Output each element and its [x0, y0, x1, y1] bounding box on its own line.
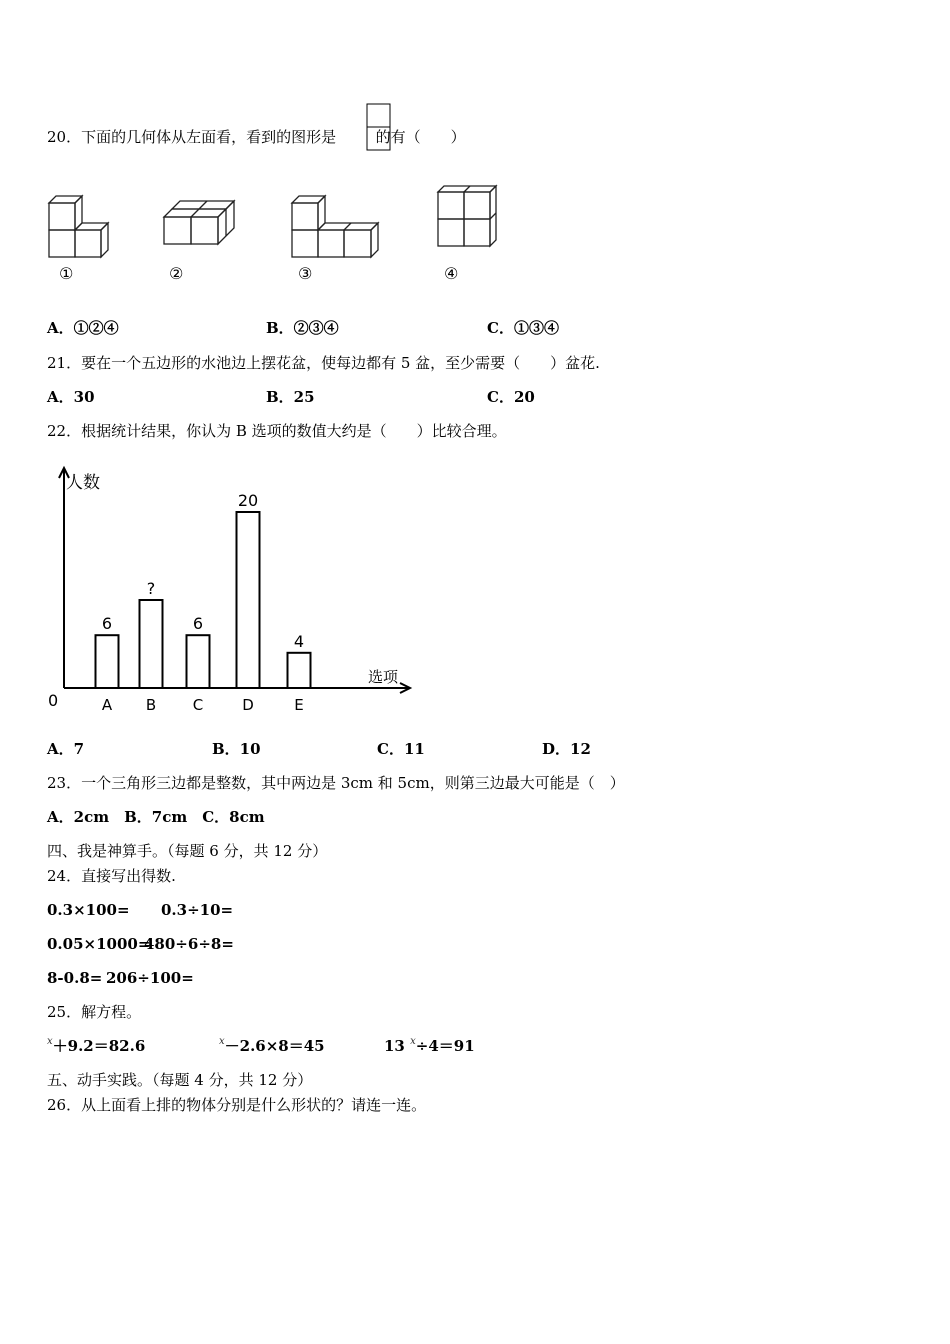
- data-label-d: 20: [237, 491, 259, 510]
- bar-e: [288, 653, 311, 688]
- q25-equation-2: [219, 1036, 325, 1059]
- q24-row1-a: 0.3×100=: [47, 901, 130, 919]
- q25-equation-1: [47, 1036, 145, 1059]
- tick-label-b: B: [145, 696, 157, 714]
- q23-options[interactable]: A．2cm B．7cm C．8cm: [47, 808, 265, 826]
- q25-eq3-pre: 13: [384, 1037, 405, 1055]
- q24-row3-a: 8-0.8=: [47, 969, 103, 987]
- q23-stem: 23．一个三角形三边都是整数，其中两边是 3cm 和 5cm，则第三边最大可能是（ ）: [47, 774, 625, 792]
- q25-eq2-text: －2.6×8＝45: [224, 1037, 325, 1055]
- data-label-a: 6: [101, 614, 113, 634]
- q21-option-c[interactable]: C．20: [487, 388, 535, 406]
- q22-option-c[interactable]: C．11: [377, 740, 425, 758]
- section5-title: 五、动手实践。（每题 4 分，共 12 分）: [47, 1071, 313, 1089]
- bar-b: [140, 600, 163, 688]
- q20-stem-after: 的有（ ）: [375, 128, 466, 146]
- q26-stem: 26．从上面看上排的物体分别是什么形状的？请连一连。: [47, 1096, 427, 1114]
- variable-x: x: [47, 1036, 53, 1047]
- data-label-b: ?: [146, 579, 156, 598]
- bar-c: [187, 635, 210, 688]
- q22-stem: 22．根据统计结果，你认为 B 选项的数值大约是（ ）比较合理。: [47, 422, 507, 440]
- q20-option-a[interactable]: A．①②④: [47, 319, 119, 337]
- q20-solid-3: [289, 192, 381, 262]
- q20-label-2: ②: [169, 264, 184, 283]
- q20-label-4: ④: [444, 264, 459, 283]
- q24-row2-b: 480÷6÷8=: [144, 935, 234, 953]
- tick-label-d: D: [242, 696, 254, 714]
- q20-solid-1: [46, 192, 112, 262]
- q24-stem: 24．直接写出得数.: [47, 867, 176, 885]
- tick-label-c: C: [192, 696, 204, 714]
- q20-solid-2: [162, 198, 236, 250]
- q25-eq1-text: ＋9.2＝82.6: [52, 1037, 146, 1055]
- q20-stem: [47, 127, 466, 147]
- bar-a: [96, 635, 119, 688]
- x-axis-label: 选项: [368, 668, 399, 686]
- data-label-e: 4: [293, 631, 305, 651]
- q20-option-b[interactable]: B．②③④: [266, 319, 339, 337]
- q22-option-d[interactable]: D．12: [542, 740, 591, 758]
- tick-label-a: A: [101, 696, 113, 714]
- q25-stem: 25．解方程。: [47, 1003, 142, 1021]
- bar-d: [237, 512, 260, 688]
- q22-option-a[interactable]: A．7: [47, 740, 85, 758]
- q20-option-c[interactable]: C．①③④: [487, 319, 559, 337]
- tick-label-e: E: [294, 696, 304, 714]
- q25-equation-3: [384, 1036, 475, 1059]
- variable-x: x: [410, 1036, 416, 1047]
- q20-target-shape: [366, 103, 392, 153]
- section4-title: 四、我是神算手。（每题 6 分，共 12 分）: [47, 842, 328, 860]
- q22-option-b[interactable]: B．10: [212, 740, 261, 758]
- y-axis-label: 人数: [66, 473, 100, 493]
- bar-chart: [40, 460, 420, 720]
- origin-label: 0: [48, 691, 59, 710]
- q20-stem-before: 20．下面的几何体从左面看，看到的图形是: [47, 128, 337, 146]
- data-label-c: 6: [192, 614, 204, 634]
- q24-row3-b: 206÷100=: [106, 969, 194, 987]
- q24-row1-b: 0.3÷10=: [161, 901, 234, 919]
- q21-option-a[interactable]: A．30: [47, 388, 95, 406]
- q20-label-1: ①: [59, 264, 74, 283]
- variable-x: x: [219, 1036, 225, 1047]
- q20-label-3: ③: [298, 264, 313, 283]
- q24-row2-a: 0.05×1000=: [47, 935, 151, 953]
- q25-eq3-post: ÷4＝91: [415, 1037, 475, 1055]
- q21-option-b[interactable]: B．25: [266, 388, 315, 406]
- q21-stem: 21．要在一个五边形的水池边上摆花盆，使每边都有 5 盆，至少需要（ ）盆花.: [47, 354, 600, 372]
- q20-solid-4: [435, 183, 501, 249]
